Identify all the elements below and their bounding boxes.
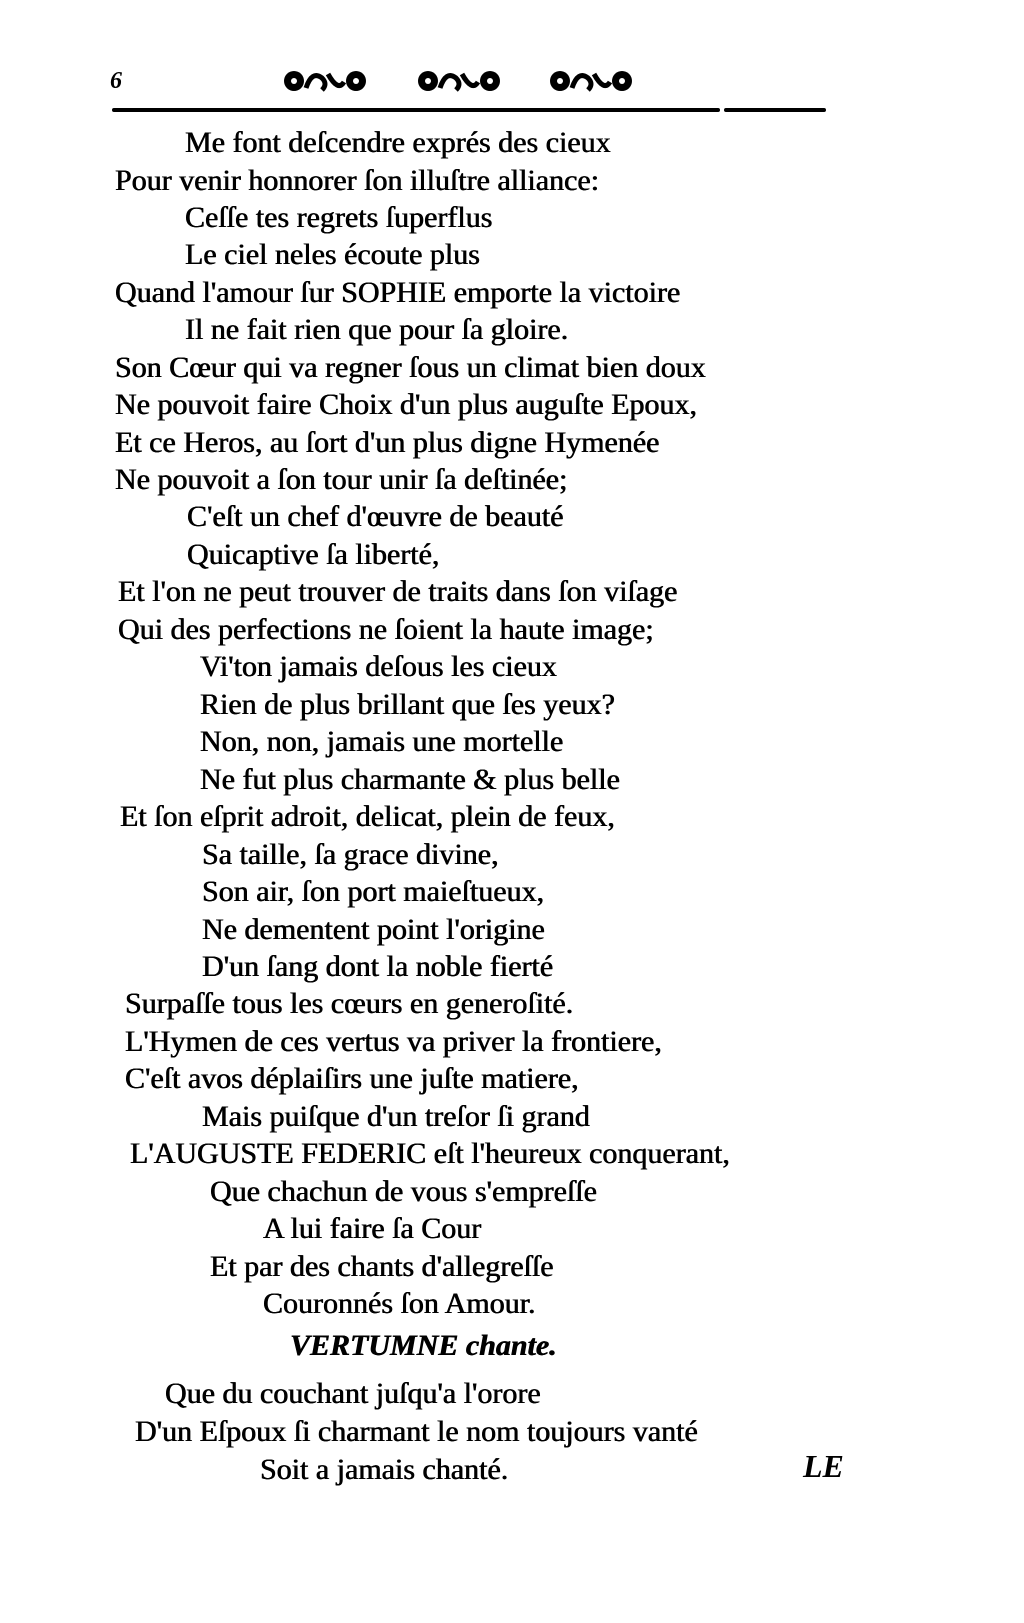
verse-line: D'un ſang dont la noble fierté bbox=[202, 950, 554, 983]
header-rule bbox=[724, 108, 826, 112]
verse-line: Mais puiſque d'un treſor ſi grand bbox=[202, 1100, 590, 1133]
verse-line: Sa taille, ſa grace divine, bbox=[202, 838, 499, 871]
verse-line: Pour venir honnorer ſon illuſtre alliance: bbox=[115, 164, 600, 197]
verse-line: Ne fut plus charmante & plus belle bbox=[200, 763, 620, 796]
ornament-icon bbox=[416, 66, 502, 96]
verse-line: Ne pouvoit a ſon tour unir ſa deſtinée; bbox=[115, 463, 568, 496]
ornament-icon bbox=[282, 66, 368, 96]
verse-line: Et ſon eſprit adroit, delicat, plein de feux, bbox=[120, 800, 615, 833]
verse-line: L'AUGUSTE FEDERIC eſt l'heureux conquerant, bbox=[130, 1137, 730, 1170]
verse-line: Ne pouvoit faire Choix d'un plus auguſte Epoux, bbox=[115, 388, 697, 421]
verse-line: Me font deſcendre exprés des cieux bbox=[185, 126, 611, 159]
verse-line: Le ciel neles écoute plus bbox=[185, 238, 480, 271]
verse-line: Rien de plus brillant que ſes yeux? bbox=[200, 688, 615, 721]
header-rule bbox=[112, 108, 720, 112]
verse-line: Et ce Heros, au ſort d'un plus digne Hymenée bbox=[115, 426, 660, 459]
verse-line: D'un Eſpoux ſi charmant le nom toujours vanté bbox=[135, 1415, 698, 1448]
verse-line: Et l'on ne peut trouver de traits dans ſon viſage bbox=[118, 575, 678, 608]
verse-line: Quicaptive ſa liberté, bbox=[187, 538, 440, 571]
verse-line: C'eſt avos déplaiſirs une juſte matiere, bbox=[125, 1062, 579, 1095]
verse-line: Couronnés ſon Amour. bbox=[263, 1287, 536, 1320]
verse-line: Ceſſe tes regrets ſuperflus bbox=[185, 201, 493, 234]
verse-line: Non, non, jamais une mortelle bbox=[200, 725, 564, 758]
catchword: LE bbox=[803, 1448, 844, 1484]
verse-line: Soit a jamais chanté. bbox=[260, 1453, 509, 1486]
verse-line: Que chachun de vous s'empreſſe bbox=[210, 1175, 597, 1208]
verse-line: Qui des perfections ne ſoient la haute image; bbox=[118, 613, 654, 646]
speaker-heading: VERTUMNE chante. bbox=[290, 1329, 557, 1362]
ornament-icon bbox=[548, 66, 634, 96]
verse-line: Et par des chants d'allegreſſe bbox=[210, 1250, 554, 1283]
verse-line: Ne dementent point l'origine bbox=[202, 913, 545, 946]
verse-line: Quand l'amour ſur SOPHIE emporte la victoire bbox=[115, 276, 681, 309]
verse-line: Il ne fait rien que pour ſa gloire. bbox=[185, 313, 569, 346]
verse-line: C'eſt un chef d'œuvre de beauté bbox=[187, 500, 564, 533]
verse-line: Vi'ton jamais deſous les cieux bbox=[200, 650, 557, 683]
page-number: 6 bbox=[110, 68, 122, 94]
verse-line: L'Hymen de ces vertus va priver la frontiere, bbox=[125, 1025, 662, 1058]
verse-line: A lui faire ſa Cour bbox=[263, 1212, 482, 1245]
verse-line: Son air, ſon port maieſtueux, bbox=[202, 875, 545, 908]
verse-line: Son Cœur qui va regner ſous un climat bien doux bbox=[115, 351, 706, 384]
verse-line: Surpaſſe tous les cœurs en generoſité. bbox=[125, 987, 574, 1020]
verse-line: Que du couchant juſqu'a l'orore bbox=[165, 1377, 541, 1410]
